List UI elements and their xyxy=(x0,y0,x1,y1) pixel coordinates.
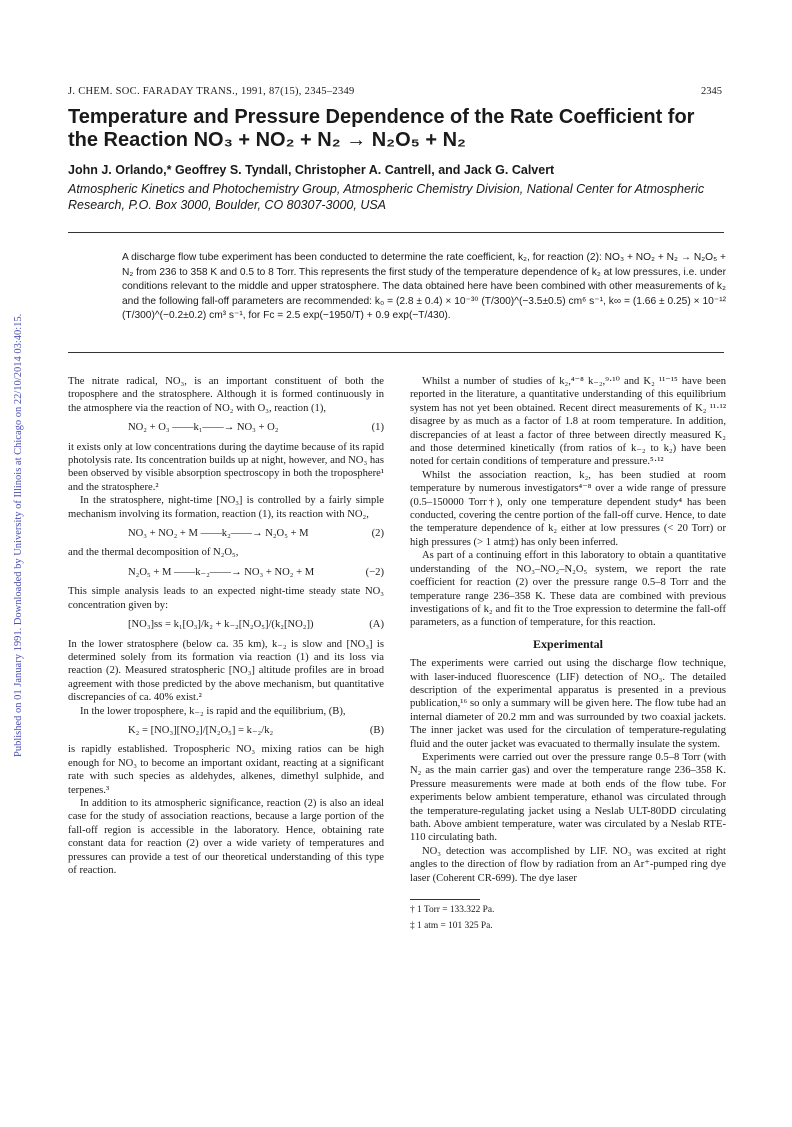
paragraph: Whilst a number of studies of k₂,⁴⁻⁸ k₋₂,⁹·¹⁰ and K₂ ¹¹⁻¹⁵ have been reported in the literature, a quantitative understanding of this equilibrium system has not yet been obtained. Recent direct measurements of K₂ ¹¹·¹² disagree by as much as a factor of 1.8 at room temperature. In addition, discrepancies of at least a factor of three between directly measured K₂ and those determined kinetically (from ratios of k₋₂ to k₂) have been noted for certain conditions of temperature and pressure.⁵·¹² xyxy=(410,376,726,468)
equation-minus-2: N₂O₅ + M ——k₋₂——→ NO₃ + NO₂ + M (−2) xyxy=(128,566,384,578)
footnote: † 1 Torr = 133.322 Pa. xyxy=(410,905,495,916)
paragraph: NO₃ detection was accomplished by LIF. NO₃ was excited at right angles to the direction of flow by radiation from an Ar⁺-pumped ring dye laser (Coherent CR-699). The dye laser xyxy=(410,845,726,884)
abstract-top-rule xyxy=(68,232,724,233)
author-list: John J. Orlando,* Geoffrey S. Tyndall, Christopher A. Cantrell, and Jack G. Calvert xyxy=(68,163,555,177)
equation-A: [NO₃]ss = k₁[O₃]/k₂ + k₋₂[N₂O₅]/(k₂[NO₂]) (A) xyxy=(128,619,384,631)
paragraph: In the lower stratosphere (below ca. 35 km), k₋₂ is slow and [NO₃] is determined solely from its formation via reaction (1) and its loss via reaction (2). Measured stratospheric [NO₃] altitude profiles are in broad agreement with those predicted by the above mechanism, but quantitative discrepancies of ca. 40% exist.² xyxy=(68,638,384,704)
right-column xyxy=(410,375,726,932)
article-title: Temperature and Pressure Dependence of the Rate Coefficient for the Reaction NO₃ + NO₂ + N₂ → N₂O₅ + N₂ xyxy=(68,106,695,151)
journal-citation: J. CHEM. SOC. FARADAY TRANS., 1991, 87(15), 2345–2349 xyxy=(68,86,355,97)
page-number: 2345 xyxy=(701,86,722,97)
paragraph: Whilst the association reaction, k₂, has been studied at room temperature by numerous investigators⁴⁻⁸ over a wide range of pressure (0.5–150000 Torr†), only one temperature dependent study⁴ has been conducted, covering the centre portion of the fall-off curve. Hence, to date the temperature dependence of k₂ either at low pressures (< 20 Torr) or high pressures (> 1 atm‡) has only been inferred. xyxy=(410,469,726,548)
section-heading: Experimental xyxy=(533,636,603,651)
equation-B: K₂ = [NO₃][NO₂]/[N₂O₅] = k₋₂/k₂ (B) xyxy=(128,724,384,736)
equation-1: NO₂ + O₃ ——k₁——→ NO₃ + O₂ (1) xyxy=(128,422,384,434)
equation-2: NO₃ + NO₂ + M ——k₂——→ N₂O₅ + M (2) xyxy=(128,528,384,540)
paragraph: and the thermal decomposition of N₂O₅, xyxy=(68,547,239,559)
affiliation: Atmospheric Kinetics and Photochemistry Group, Atmospheric Chemistry Division, National Center for Atmospheric Research, P.O. Box 3000, Boulder, CO 80307-3000, USA xyxy=(68,182,705,212)
paragraph: In addition to its atmospheric significance, reaction (2) is also an ideal case for the study of association reactions, because a large portion of the fall-off region is accessible in the laboratory. Hence, obtaining rate constant data for reaction (2) over a wide variety of temperatures and pressures can provide a test of our theoretical understanding of this type of reaction. xyxy=(68,797,384,876)
paragraph: is rapidly established. Tropospheric NO₃ mixing ratios can be high enough for NO₃ to become an important oxidant, reacting at a significant rate with such species as aldehydes, alkenes, dimethyl sulphide, and terpenes.³ xyxy=(68,744,384,796)
paragraph: In the lower troposphere, k₋₂ is rapid and the equilibrium, (B), xyxy=(80,705,346,717)
abstract: A discharge flow tube experiment has been conducted to determine the rate coefficient, k₂, for reaction (2): NO₃ + NO₂ + N₂ → N₂O₅ + N₂ from 236 to 358 K and 0.5 to 8 Torr. This represents the first study of the temperature dependence of k₂ at low pressures, i.e. under conditions relevant to the middle and upper stratosphere. The data obtained here have been combined with other measurements of k₂ and the following fall-off parameters are recommended: k₀ = (2.8 ± 0.4) × 10⁻³⁰ (T/300)^(−3.5±0.5) cm⁶ s⁻¹, k∞ = (1.66 ± 0.25) × 10⁻¹² (T/300)^(−0.2±0.2) cm³ s⁻¹, for Fc = 2.5 exp(−1950/T) + 0.9 exp(−T/430). xyxy=(122,252,726,322)
download-watermark: Published on 01 January 1991. Downloaded by University of Illinois at Chicago on 22/10/2014 03:40:15. xyxy=(13,313,24,757)
footnote: ‡ 1 atm = 101 325 Pa. xyxy=(410,921,493,932)
intro-paragraph: The nitrate radical, NO₃, is an important constituent of both the troposphere and the stratosphere. Although it is formed continuously in the atmosphere via the reaction of NO₂ with O₃, reaction (1), xyxy=(68,376,384,414)
footnote-rule xyxy=(410,899,480,900)
paragraph: As part of a continuing effort in this laboratory to obtain a quantitative understanding of the NO₃–NO₂–N₂O₅ system, we report the rate coefficient for reaction (2) over the pressure range 0.5–8 Torr and the temperature range 236–358 K. These data are combined with previous investigations of k₂ and fit to the Troe expression to determine the fall-off parameters, as a function of temperature, for this reaction. xyxy=(410,550,726,629)
paragraph: In the stratosphere, night-time [NO₃] is controlled by a fairly simple mechanism involving its formation, reaction (1), its reaction with NO₂, xyxy=(68,495,384,520)
abstract-bottom-rule xyxy=(68,352,724,353)
left-column xyxy=(68,375,384,877)
paragraph: This simple analysis leads to an expected night-time steady state NO₃ concentration given by: xyxy=(68,586,384,611)
paragraph: Experiments were carried out over the pressure range 0.5–8 Torr (with N₂ as the main carrier gas) and over the temperature range 236–358 K. Pressure measurements were made at both ends of the flow tube. For experiments below ambient temperature, ethanol was circulated through the temperature-regulating jacket using a Neslab ULT-80DD circulating bath. Above ambient temperature, water was circulated by a Neslab RTE-110 circulating bath. xyxy=(410,751,726,844)
paragraph: it exists only at low concentrations during the daytime because of its rapid photolysis rate. Its concentration builds up at night, however, and NO₃ has been observed by visible absorption spectroscopy in both the troposphere¹ and the stratosphere.² xyxy=(68,441,384,493)
paragraph: The experiments were carried out using the discharge flow technique, with laser-induced fluorescence (LIF) detection of NO₃. The detailed description of the experimental apparatus is presented in a previous publication,¹⁶ so only a summary will be given here. The flow tube had an internal diameter of 20.2 mm and was surrounded by two coaxial jackets. The inner jacket was used for the circulation of temperature-regulating fluid and the outer jacket was evacuated to thermally insulate the system. xyxy=(410,658,726,750)
